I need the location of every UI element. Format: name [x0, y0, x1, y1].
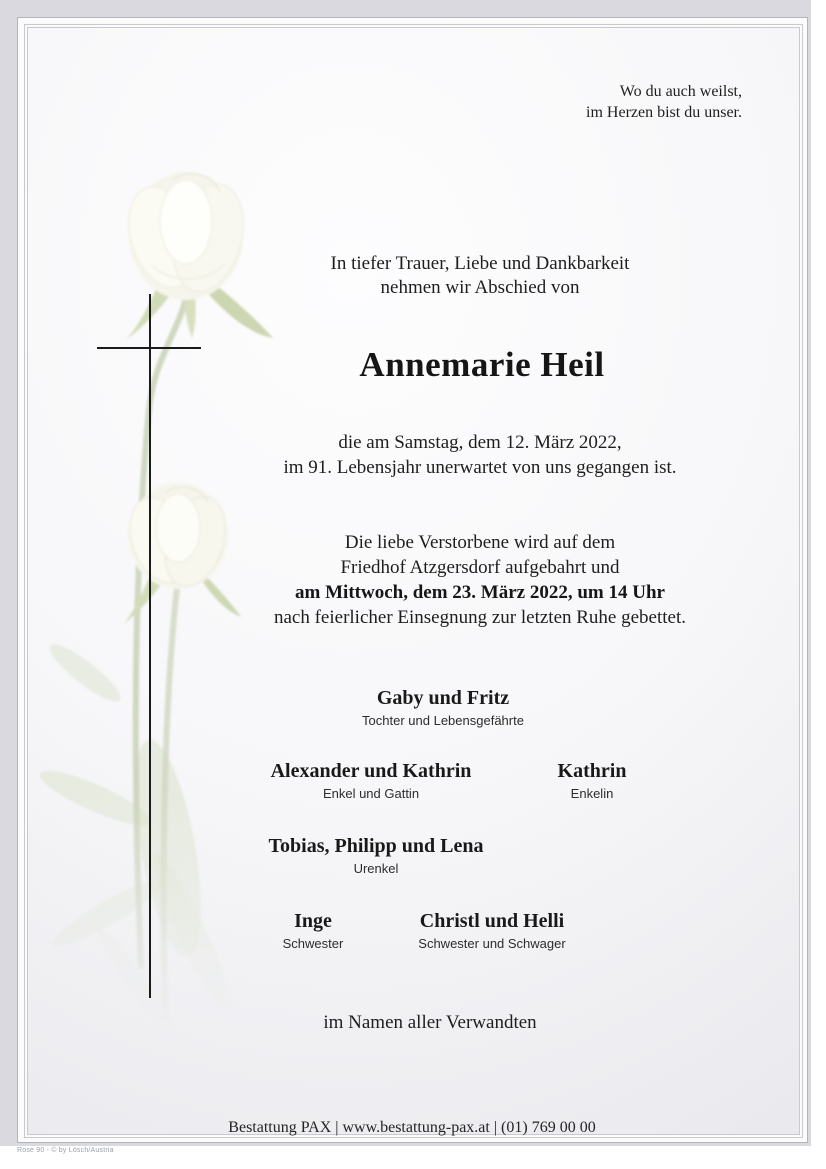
- funeral-home-footer: Bestattung PAX | www.bestattung-pax.at | (01) 769 00 00: [228, 1119, 596, 1136]
- mourner-names: Christl und Helli: [419, 910, 565, 932]
- funeral-line: Die liebe Verstorbene wird auf dem: [344, 532, 616, 553]
- memorial-cross-horizontal: [97, 347, 201, 349]
- death-date-line: im 91. Lebensjahr unerwartet von uns gegangen ist.: [283, 457, 677, 478]
- death-date-text: [210, 430, 750, 480]
- intro-line: In tiefer Trauer, Liebe und Dankbarkeit: [330, 253, 630, 274]
- mourner-entry: [492, 760, 692, 801]
- farewell-intro: [260, 252, 700, 300]
- funeral-details: [180, 530, 780, 630]
- funeral-line: Friedhof Atzgersdorf aufgebahrt und: [340, 557, 620, 578]
- mourner-entry: [213, 910, 413, 951]
- mourner-relation: Enkelin: [570, 786, 614, 801]
- intro-line: nehmen wir Abschied von: [380, 277, 580, 298]
- memorial-quote: [480, 81, 742, 123]
- mourner-entry: [221, 760, 521, 801]
- deceased-name: Annemarie Heil: [359, 345, 605, 384]
- mourner-names: Tobias, Philipp und Lena: [268, 835, 484, 857]
- mourner-names: Kathrin: [557, 760, 627, 782]
- mourner-relation: Schwester und Schwager: [418, 936, 566, 951]
- closing-line: im Namen aller Verwandten: [323, 1012, 537, 1033]
- death-date-line: die am Samstag, dem 12. März 2022,: [338, 432, 622, 453]
- mourner-entry: [392, 910, 592, 951]
- mourner-relation: Urenkel: [353, 861, 399, 876]
- mourner-names: Gaby und Fritz: [376, 687, 510, 709]
- funeral-line: nach feierlicher Einsegnung zur letzten Ruhe gebettet.: [273, 607, 687, 628]
- mourner-relation: Tochter und Lebensgefährte: [362, 713, 524, 728]
- memorial-cross-vertical: [149, 294, 151, 998]
- quote-line: im Herzen bist du unser.: [586, 104, 742, 121]
- quote-line: Wo du auch weilst,: [619, 83, 742, 100]
- mourner-entry: [226, 835, 526, 876]
- funeral-datetime-line: am Mittwoch, dem 23. März 2022, um 14 Uhr: [295, 582, 665, 603]
- image-credit: Rose 90 - © by Lösch/Austria: [17, 1147, 114, 1154]
- mourner-names: Alexander und Kathrin: [270, 760, 472, 782]
- mourner-names: Inge: [294, 910, 332, 932]
- mourner-relation: Enkel und Gattin: [322, 786, 420, 801]
- mourner-relation: Schwester: [282, 936, 344, 951]
- mourner-entry: [293, 687, 593, 728]
